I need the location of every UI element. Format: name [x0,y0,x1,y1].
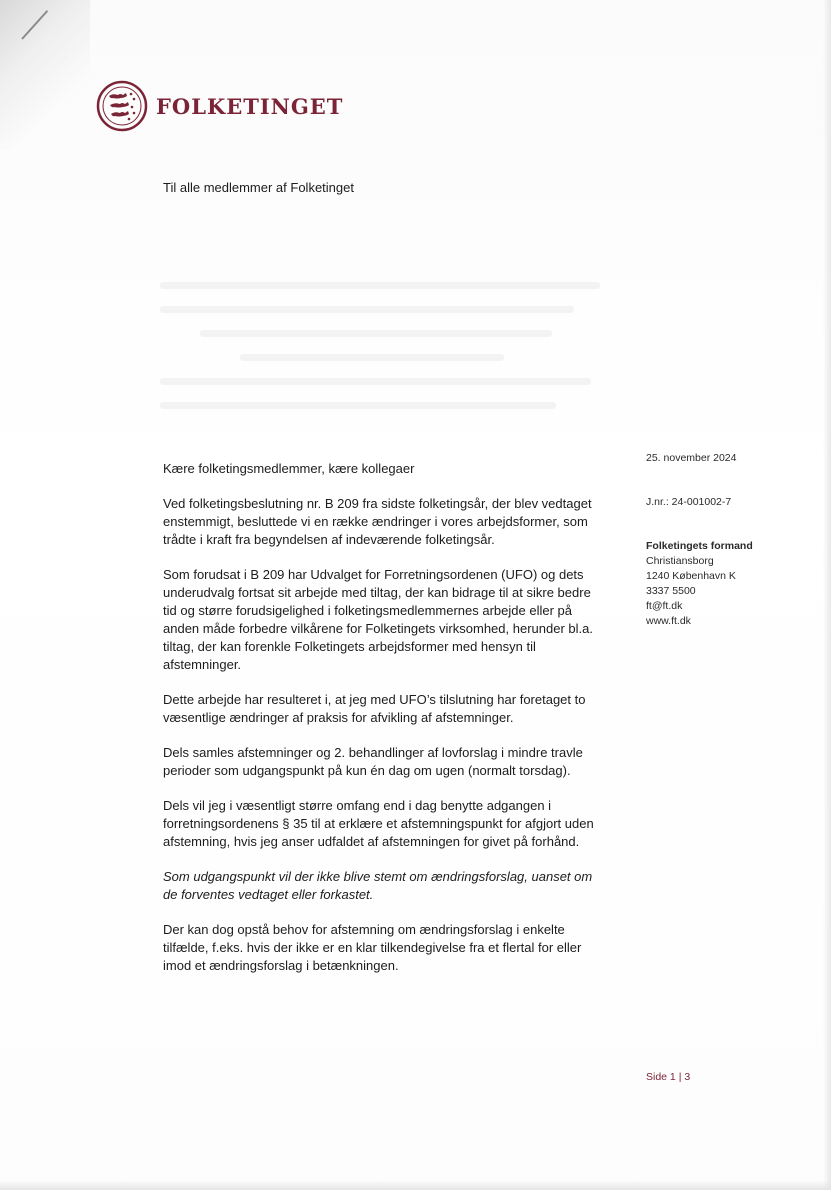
paragraph-ufo-work: Som forudsat i B 209 har Udvalget for Forretningsordenen (UFO) og dets underudvalg fortsat sit arbejde med tiltag, der kan bidrage til at sikre bedre tid og større forudsigelighed i folketingsmedlemmernes arbejde eller på anden måde forbedre vilkårene for Folketingets virksomhed, herunder bl.a. tiltag, der kan forenkle Folketingets arbejdsformer med hensyn til afstemninger. [163,567,593,672]
letterhead-logo [96,80,343,132]
sender-website: www.ft.dk [646,615,691,627]
sender-sidebar [646,451,806,629]
sender-address-line: Christiansborg [646,555,714,567]
sender-phone: 3337 5500 [646,585,696,597]
sender-email: ft@ft.dk [646,600,683,612]
paragraph-b209: Ved folketingsbeslutning nr. B 209 fra sidste folketingsår, der blev vedtaget enstemmigt, besluttede vi en række ændringer i vores arbejdsformer, som trådte i kraft fra begyndelsen af indeværende folketingsår. [163,496,592,547]
addressee-line: Til alle medlemmer af Folketinget [163,180,354,195]
sender-title: Folketingets formand [646,540,753,552]
letterhead-name: FOLKETINGET [156,93,344,119]
paper-edge-right [823,0,831,1190]
paper-edge-bottom [0,1180,831,1190]
folded-corner-shadow [0,0,90,150]
reverse-side-bleed-through [160,282,600,426]
paragraph-section-35: Dels vil jeg i væsentligt større omfang end i dag benytte adgangen i forretningsordenens § 35 til at erklære et afstemningspunkt for afgjort uden afstemning, hvis jeg anser udfaldet af afstemningen for givet på forhånd. [163,798,594,849]
paragraph-result: Dette arbejde har resulteret i, at jeg med UFO’s tilslutning har foretaget to væsentlige ændringer af praksis for afvikling af afstemninger. [163,692,586,725]
paragraph-exceptions: Der kan dog opstå behov for afstemning om ændringsforslag i enkelte tilfælde, f.eks. hvis der ikke er en klar tilkendegivelse fra et flertal for eller imod et ændringsforslag i betænkningen. [163,922,582,973]
folketinget-coat-of-arms-icon [96,80,148,132]
paragraph-amendments-italic: Som udgangspunkt vil der ikke blive stemt om ændringsforslag, uanset om de forventes vedtaget eller forkastet. [163,869,593,902]
letter-body [163,460,608,992]
page-number: Side 1 | 3 [646,1071,691,1083]
letter-date: 25. november 2024 [646,452,737,464]
journal-number: J.nr.: 24-001002-7 [646,496,732,508]
sender-address-line: 1240 København K [646,570,736,582]
paragraph-voting-days: Dels samles afstemninger og 2. behandlinger af lovforslag i mindre travle perioder som udgangspunkt på kun én dag om ugen (normalt torsdag). [163,745,583,778]
salutation: Kære folketingsmedlemmer, kære kollegaer [163,461,415,476]
